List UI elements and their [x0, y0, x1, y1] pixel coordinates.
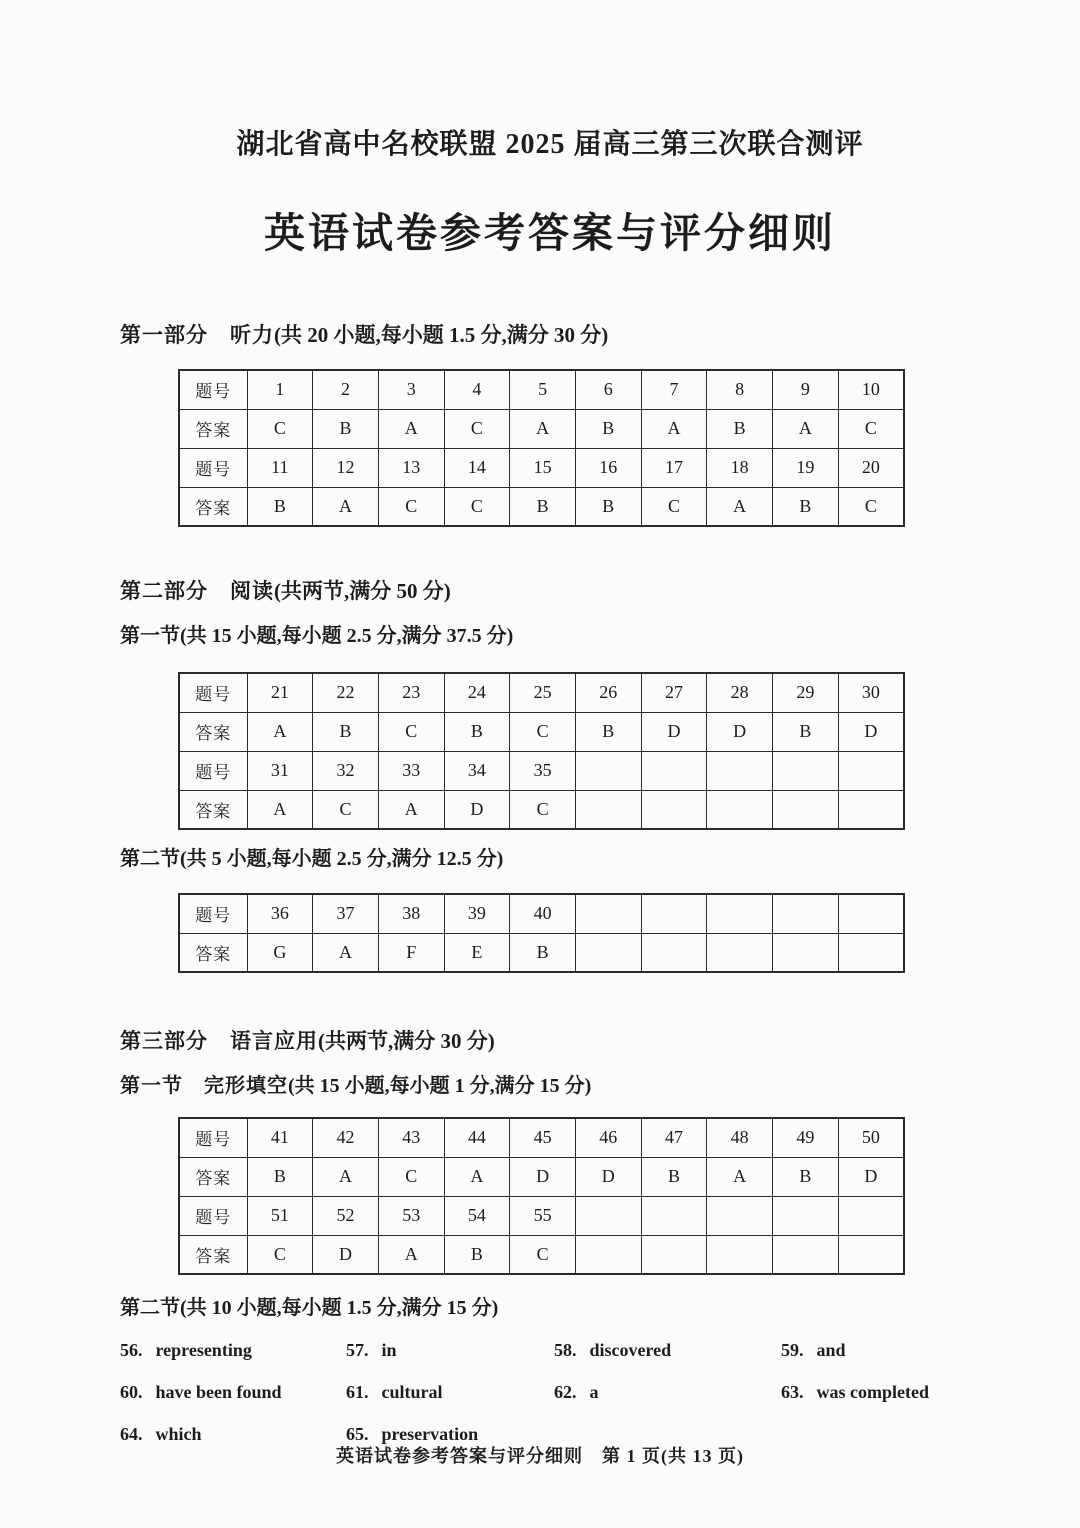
- answer-cell: D: [313, 1235, 379, 1274]
- row-label-cell: 题号: [179, 370, 247, 409]
- answer-cell: 45: [510, 1118, 576, 1157]
- part3-section1-heading-detail: (共 15 小题,每小题 1 分,满分 15 分): [288, 1075, 592, 1097]
- answer-cell: B: [707, 409, 773, 448]
- answer-cell: C: [838, 409, 904, 448]
- row-label-cell: 题号: [179, 1196, 247, 1235]
- school-title: 湖北省高中名校联盟 2025 届高三第三次联合测评: [236, 129, 864, 160]
- answer-cell: B: [510, 487, 576, 526]
- part1-heading: [120, 319, 980, 349]
- answer-cell: 13: [378, 448, 444, 487]
- answer-cell: 32: [313, 751, 379, 790]
- fill-answer-text: representing: [155, 1340, 252, 1360]
- empty-cell: [707, 1235, 773, 1274]
- cloze-answer-table: [178, 1117, 905, 1275]
- reading-section1-answer-table: [178, 672, 905, 830]
- part3-section2-heading: 第二节(共 10 小题,每小题 1.5 分,满分 15 分): [120, 1297, 499, 1319]
- answer-cell: A: [378, 409, 444, 448]
- answer-cell: 51: [247, 1196, 313, 1235]
- answer-cell: C: [247, 409, 313, 448]
- answer-cell: 20: [838, 448, 904, 487]
- fill-answer-text: and: [816, 1340, 846, 1360]
- empty-cell: [575, 790, 641, 829]
- answer-cell: 43: [378, 1118, 444, 1157]
- fill-answer-number: 61.: [346, 1382, 369, 1402]
- fill-answer-item: [120, 1340, 346, 1361]
- table-row: [179, 1196, 904, 1235]
- answer-cell: C: [378, 1157, 444, 1196]
- row-label-cell: 答案: [179, 487, 247, 526]
- table-row: [179, 712, 904, 751]
- answer-cell: 24: [444, 673, 510, 712]
- empty-cell: [641, 1196, 707, 1235]
- answer-cell: 10: [838, 370, 904, 409]
- answer-cell: 49: [773, 1118, 839, 1157]
- fill-answer-number: 63.: [781, 1382, 804, 1402]
- empty-cell: [641, 751, 707, 790]
- empty-cell: [838, 894, 904, 933]
- empty-cell: [641, 894, 707, 933]
- answer-cell: D: [510, 1157, 576, 1196]
- part2-section1-heading: 第一节(共 15 小题,每小题 2.5 分,满分 37.5 分): [120, 625, 514, 647]
- answer-cell: 55: [510, 1196, 576, 1235]
- answer-cell: D: [641, 712, 707, 751]
- row-label-cell: 答案: [179, 790, 247, 829]
- answer-cell: B: [313, 409, 379, 448]
- row-label-cell: 题号: [179, 673, 247, 712]
- row-label-cell: 答案: [179, 712, 247, 751]
- answer-cell: 48: [707, 1118, 773, 1157]
- answer-cell: C: [444, 487, 510, 526]
- answer-cell: 34: [444, 751, 510, 790]
- part2-heading: [120, 575, 980, 605]
- answer-cell: A: [773, 409, 839, 448]
- row-label-cell: 答案: [179, 1235, 247, 1274]
- answer-cell: 6: [575, 370, 641, 409]
- answer-cell: 29: [773, 673, 839, 712]
- answer-cell: C: [641, 487, 707, 526]
- table-row: [179, 448, 904, 487]
- answer-cell: 30: [838, 673, 904, 712]
- table-row: [179, 751, 904, 790]
- part3-section1-heading: [120, 1069, 980, 1098]
- answer-cell: A: [510, 409, 576, 448]
- answer-cell: 12: [313, 448, 379, 487]
- fill-answer-text: was completed: [816, 1382, 929, 1402]
- table-row: [179, 370, 904, 409]
- row-label-cell: 题号: [179, 1118, 247, 1157]
- reading-section2-answer-table: [178, 893, 905, 973]
- answer-cell: 27: [641, 673, 707, 712]
- empty-cell: [838, 933, 904, 972]
- answer-cell: A: [247, 790, 313, 829]
- answer-cell: 3: [378, 370, 444, 409]
- row-label-cell: 题号: [179, 751, 247, 790]
- fill-answer-text: preservation: [381, 1424, 479, 1444]
- part3-heading: [120, 1025, 980, 1055]
- empty-cell: [838, 1196, 904, 1235]
- answer-cell: 15: [510, 448, 576, 487]
- answer-cell: C: [247, 1235, 313, 1274]
- empty-cell: [641, 933, 707, 972]
- answer-cell: A: [444, 1157, 510, 1196]
- answer-cell: C: [378, 712, 444, 751]
- empty-cell: [575, 1235, 641, 1274]
- table-row: [179, 933, 904, 972]
- answer-cell: C: [378, 487, 444, 526]
- part1-heading-lead: 第一部分 听力: [120, 324, 274, 347]
- answer-cell: A: [707, 487, 773, 526]
- answer-cell: 42: [313, 1118, 379, 1157]
- empty-cell: [707, 790, 773, 829]
- part3-heading-detail: (共两节,满分 30 分): [318, 1029, 495, 1053]
- fill-answer-text: discovered: [589, 1340, 672, 1360]
- answer-cell: A: [378, 790, 444, 829]
- empty-cell: [707, 1196, 773, 1235]
- table-row: [179, 487, 904, 526]
- answer-cell: A: [641, 409, 707, 448]
- empty-cell: [773, 933, 839, 972]
- fill-answer-item: [346, 1340, 554, 1361]
- answer-cell: 25: [510, 673, 576, 712]
- answer-cell: 8: [707, 370, 773, 409]
- fill-answer-text: in: [381, 1340, 397, 1360]
- answer-cell: 19: [773, 448, 839, 487]
- empty-cell: [575, 894, 641, 933]
- empty-cell: [575, 1196, 641, 1235]
- fill-answer-number: 65.: [346, 1424, 369, 1444]
- answer-cell: 16: [575, 448, 641, 487]
- fill-answer-number: 59.: [781, 1340, 804, 1360]
- fill-answer-number: 62.: [554, 1382, 577, 1402]
- answer-cell: 36: [247, 894, 313, 933]
- answer-cell: B: [510, 933, 576, 972]
- answer-cell: D: [444, 790, 510, 829]
- fill-answer-item: [554, 1340, 781, 1361]
- answer-cell: D: [575, 1157, 641, 1196]
- fill-answer-number: 64.: [120, 1424, 143, 1444]
- answer-cell: 1: [247, 370, 313, 409]
- answer-cell: C: [444, 409, 510, 448]
- answer-cell: 28: [707, 673, 773, 712]
- empty-cell: [773, 1235, 839, 1274]
- answer-cell: 23: [378, 673, 444, 712]
- answer-cell: 22: [313, 673, 379, 712]
- fill-answer-number: 60.: [120, 1382, 143, 1402]
- empty-cell: [838, 1235, 904, 1274]
- fill-answer-item: [554, 1382, 781, 1403]
- table-row: [179, 1235, 904, 1274]
- answer-cell: B: [444, 712, 510, 751]
- answer-cell: B: [773, 712, 839, 751]
- fill-answer-number: 57.: [346, 1340, 369, 1360]
- table-row: [179, 673, 904, 712]
- row-label-cell: 答案: [179, 933, 247, 972]
- answer-cell: 41: [247, 1118, 313, 1157]
- answer-cell: A: [247, 712, 313, 751]
- answer-cell: E: [444, 933, 510, 972]
- answer-cell: 46: [575, 1118, 641, 1157]
- answer-cell: 35: [510, 751, 576, 790]
- empty-cell: [707, 933, 773, 972]
- fill-answer-number: 56.: [120, 1340, 143, 1360]
- table-row: [179, 1157, 904, 1196]
- answer-cell: 50: [838, 1118, 904, 1157]
- answer-cell: 17: [641, 448, 707, 487]
- fill-answer-text: have been found: [155, 1382, 282, 1402]
- answer-cell: 26: [575, 673, 641, 712]
- answer-cell: A: [378, 1235, 444, 1274]
- answer-cell: 38: [378, 894, 444, 933]
- answer-cell: C: [313, 790, 379, 829]
- part2-heading-detail: (共两节,满分 50 分): [274, 579, 451, 603]
- answer-cell: B: [444, 1235, 510, 1274]
- answer-cell: 14: [444, 448, 510, 487]
- table-row: [179, 1118, 904, 1157]
- page-footer: 英语试卷参考答案与评分细则 第 1 页(共 13 页): [336, 1446, 744, 1466]
- empty-cell: [641, 1235, 707, 1274]
- answer-cell: D: [707, 712, 773, 751]
- answer-cell: 5: [510, 370, 576, 409]
- fill-answer-text: a: [589, 1382, 599, 1402]
- answer-cell: G: [247, 933, 313, 972]
- table-row: [179, 409, 904, 448]
- answer-cell: B: [575, 712, 641, 751]
- row-label-cell: 题号: [179, 448, 247, 487]
- empty-cell: [838, 751, 904, 790]
- answer-cell: 44: [444, 1118, 510, 1157]
- fill-answer-item: [781, 1340, 980, 1361]
- part3-heading-lead: 第三部分 语言应用: [120, 1030, 318, 1053]
- empty-cell: [838, 790, 904, 829]
- empty-cell: [575, 751, 641, 790]
- part2-heading-lead: 第二部分 阅读: [120, 580, 274, 603]
- fill-answer-number: 58.: [554, 1340, 577, 1360]
- empty-cell: [707, 894, 773, 933]
- answer-cell: C: [510, 712, 576, 751]
- answer-cell: B: [575, 487, 641, 526]
- empty-cell: [641, 790, 707, 829]
- part3-section1-heading-lead: 第一节 完形填空: [120, 1075, 288, 1097]
- page-title: 英语试卷参考答案与评分细则: [264, 210, 836, 256]
- answer-cell: 33: [378, 751, 444, 790]
- answer-cell: C: [510, 1235, 576, 1274]
- answer-cell: A: [313, 1157, 379, 1196]
- fill-answer-item: [781, 1382, 980, 1403]
- answer-cell: D: [838, 712, 904, 751]
- empty-cell: [773, 790, 839, 829]
- answer-cell: 37: [313, 894, 379, 933]
- answer-cell: 47: [641, 1118, 707, 1157]
- answer-cell: B: [773, 1157, 839, 1196]
- answer-cell: 54: [444, 1196, 510, 1235]
- answer-cell: B: [247, 487, 313, 526]
- answer-cell: 40: [510, 894, 576, 933]
- row-label-cell: 题号: [179, 894, 247, 933]
- table-row: [179, 790, 904, 829]
- fill-answer-item: [346, 1382, 554, 1403]
- grammar-fill-answers: [120, 1340, 980, 1445]
- fill-answer-item: [120, 1382, 346, 1403]
- empty-cell: [707, 751, 773, 790]
- answer-cell: A: [313, 487, 379, 526]
- answer-cell: 7: [641, 370, 707, 409]
- answer-cell: 53: [378, 1196, 444, 1235]
- answer-cell: 4: [444, 370, 510, 409]
- row-label-cell: 答案: [179, 1157, 247, 1196]
- part2-section2-heading: 第二节(共 5 小题,每小题 2.5 分,满分 12.5 分): [120, 848, 504, 870]
- answer-cell: C: [510, 790, 576, 829]
- empty-cell: [575, 933, 641, 972]
- fill-answer-text: cultural: [381, 1382, 443, 1402]
- row-label-cell: 答案: [179, 409, 247, 448]
- fill-answer-text: which: [155, 1424, 202, 1444]
- answer-cell: 21: [247, 673, 313, 712]
- answer-cell: 11: [247, 448, 313, 487]
- listening-answer-table: [178, 369, 905, 527]
- answer-cell: 9: [773, 370, 839, 409]
- answer-cell: C: [838, 487, 904, 526]
- answer-cell: B: [575, 409, 641, 448]
- answer-cell: D: [838, 1157, 904, 1196]
- answer-cell: F: [378, 933, 444, 972]
- answer-cell: 52: [313, 1196, 379, 1235]
- answer-cell: B: [313, 712, 379, 751]
- answer-cell: 2: [313, 370, 379, 409]
- answer-cell: A: [313, 933, 379, 972]
- answer-cell: B: [641, 1157, 707, 1196]
- empty-cell: [773, 1196, 839, 1235]
- table-row: [179, 894, 904, 933]
- answer-cell: 39: [444, 894, 510, 933]
- empty-cell: [773, 751, 839, 790]
- answer-cell: A: [707, 1157, 773, 1196]
- answer-cell: B: [247, 1157, 313, 1196]
- empty-cell: [773, 894, 839, 933]
- answer-cell: B: [773, 487, 839, 526]
- answer-cell: 18: [707, 448, 773, 487]
- answer-cell: 31: [247, 751, 313, 790]
- part1-heading-detail: (共 20 小题,每小题 1.5 分,满分 30 分): [274, 323, 609, 347]
